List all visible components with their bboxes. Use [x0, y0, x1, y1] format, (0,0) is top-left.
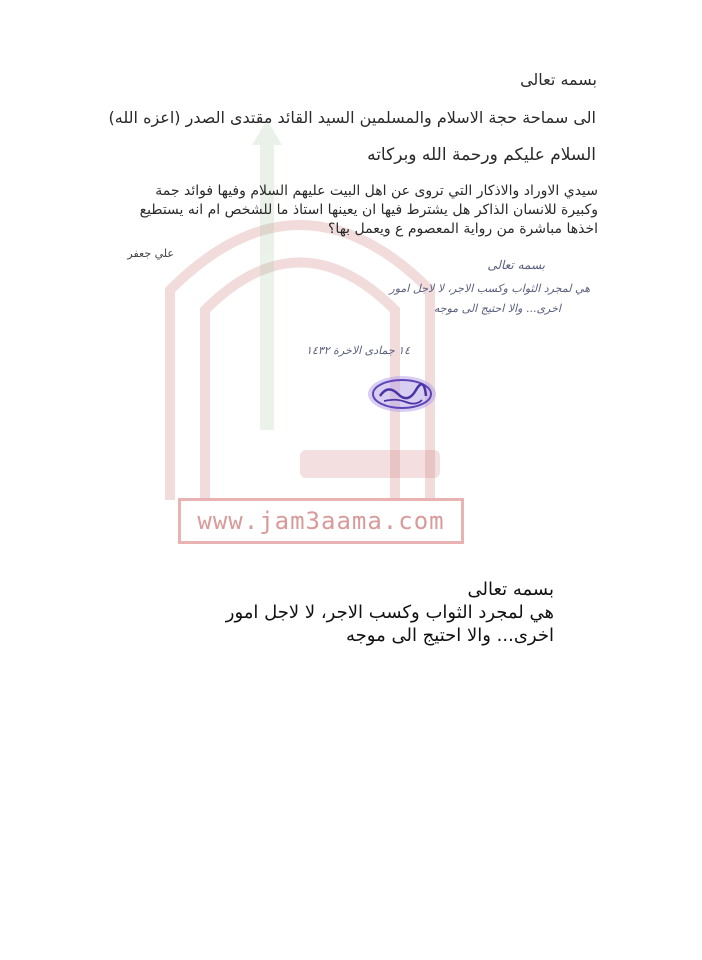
letter-question — [98, 182, 598, 239]
handwritten-line-1: هي لمجرد الثواب وكسب الاجر، لا لاجل امور — [389, 282, 590, 295]
answer-line-3: اخرى... والا احتيج الى موجه — [346, 625, 554, 646]
letter-greeting: السلام عليكم ورحمة الله وبركاته — [367, 145, 596, 165]
handwritten-date: ١٤ جمادى الاخرة ١٤٣٢ — [306, 344, 410, 357]
typed-answer — [226, 578, 554, 647]
handwritten-line-2: اخرى... والا احتيج الى موجه — [433, 302, 561, 315]
watermark-url: www.jam3aama.com — [178, 498, 464, 544]
answer-line-2: هي لمجرد الثواب وكسب الاجر، لا لاجل امور — [225, 602, 554, 623]
official-seal-stamp — [366, 374, 438, 414]
handwritten-heading: بسمه تعالى — [487, 258, 545, 272]
letter-signature: علي جعفر — [127, 247, 174, 260]
question-line-2: وكبيرة للانسان الذاكر هل يشترط فيها ان يعينها استاذ ما للشخص ام انه يستطيع — [139, 202, 598, 218]
letter-addressee: الى سماحة حجة الاسلام والمسلمين السيد القائد مقتدى الصدر (اعزه الله) — [108, 108, 596, 127]
question-line-1: سيدي الاوراد والاذكار التي تروى عن اهل البيت عليهم السلام وفيها فوائد جمة — [155, 183, 598, 199]
question-line-3: اخذها مباشرة من رواية المعصوم ع ويعمل بها؟ — [328, 221, 598, 237]
letter-heading: بسمه تعالى — [520, 70, 597, 89]
answer-line-1: بسمه تعالى — [467, 579, 554, 600]
